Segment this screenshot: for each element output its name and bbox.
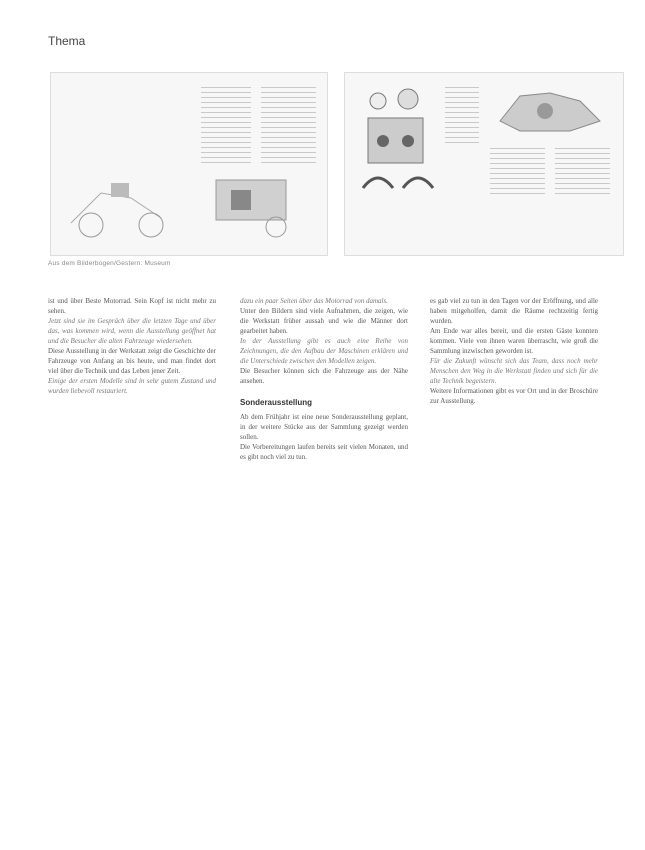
paragraph: Diese Ausstellung in der Werkstatt zeigt die Geschichte der Fahrzeuge von Anfang an bis heute, und man findet dort viel über die Technik und das Leben jener Zeit. — [48, 347, 216, 375]
text-block-decor — [201, 87, 251, 167]
paragraph: Ab dem Frühjahr ist eine neue Sonderausstellung geplant, in der weitere Stücke aus der Sammlung gezeigt werden sollen. — [240, 413, 408, 441]
paragraph: dazu ein paar Seiten über das Motorrad von damals. — [240, 297, 388, 305]
section-header: Thema — [48, 34, 86, 48]
paragraph: Jetzt sind sie im Gespräch über die letzten Tage und über das, was kommen wird, wenn die Ausstellung geöffnet hat und die Besucher die alten Fahrzeuge wiedersehen. — [48, 317, 216, 345]
engine-photo-icon — [490, 81, 615, 141]
paragraph: Für die Zukunft wünscht sich das Team, dass noch mehr Menschen den Weg in die Werkstatt finden und sich für die alte Technik begeistern. — [430, 357, 598, 385]
text-block-decor — [261, 87, 316, 167]
paragraph: Einige der ersten Modelle sind in sehr gutem Zustand und wurden liebevoll restauriert. — [48, 377, 216, 395]
text-block-decor — [490, 148, 545, 198]
section-heading: Sonderausstellung — [240, 398, 313, 407]
paragraph: Die Vorbereitungen laufen bereits seit vielen Monaten, und es gibt noch viel zu tun. — [240, 443, 408, 461]
machine-diagram-icon — [353, 83, 443, 203]
paragraph: In der Ausstellung gibt es auch eine Reihe von Zeichnungen, die den Aufbau der Maschinen erklären und die Unterschiede zwischen den Modellen zeigen. — [240, 337, 408, 365]
text-block-decor — [445, 87, 479, 147]
left-spread-image — [50, 72, 328, 256]
magazine-spread-figure — [50, 72, 622, 262]
vehicle-sketch-icon — [61, 163, 181, 243]
text-block-decor — [555, 148, 610, 198]
right-spread-image — [344, 72, 624, 256]
text-column-2 — [240, 296, 408, 462]
figure-caption: Aus dem Bilderbogen/Gestern: Museum — [48, 260, 171, 267]
paragraph: es gab viel zu tun in den Tagen vor der Eröffnung, und alle haben mitgeholfen, damit die Räume rechtzeitig fertig wurden. — [430, 297, 598, 325]
engine-sketch-icon — [196, 165, 316, 245]
paragraph: Am Ende war alles bereit, und die ersten Gäste konnten kommen. Viele von ihnen waren überrascht, wie groß die Sammlung inzwischen geworden ist. — [430, 327, 598, 355]
paragraph: Weitere Informationen gibt es vor Ort und in der Broschüre zur Ausstellung. — [430, 387, 598, 405]
paragraph: ist und über Beste Motorrad. Sein Kopf ist nicht mehr zu sehen. — [48, 297, 216, 315]
text-column-1 — [48, 296, 216, 396]
text-column-3 — [430, 296, 598, 406]
paragraph: Unter den Bildern sind viele Aufnahmen, die zeigen, wie die Werkstatt früher aussah und wie die Männer dort gearbeitet haben. — [240, 307, 408, 335]
paragraph: Die Besucher können sich die Fahrzeuge aus der Nähe ansehen. — [240, 367, 408, 385]
